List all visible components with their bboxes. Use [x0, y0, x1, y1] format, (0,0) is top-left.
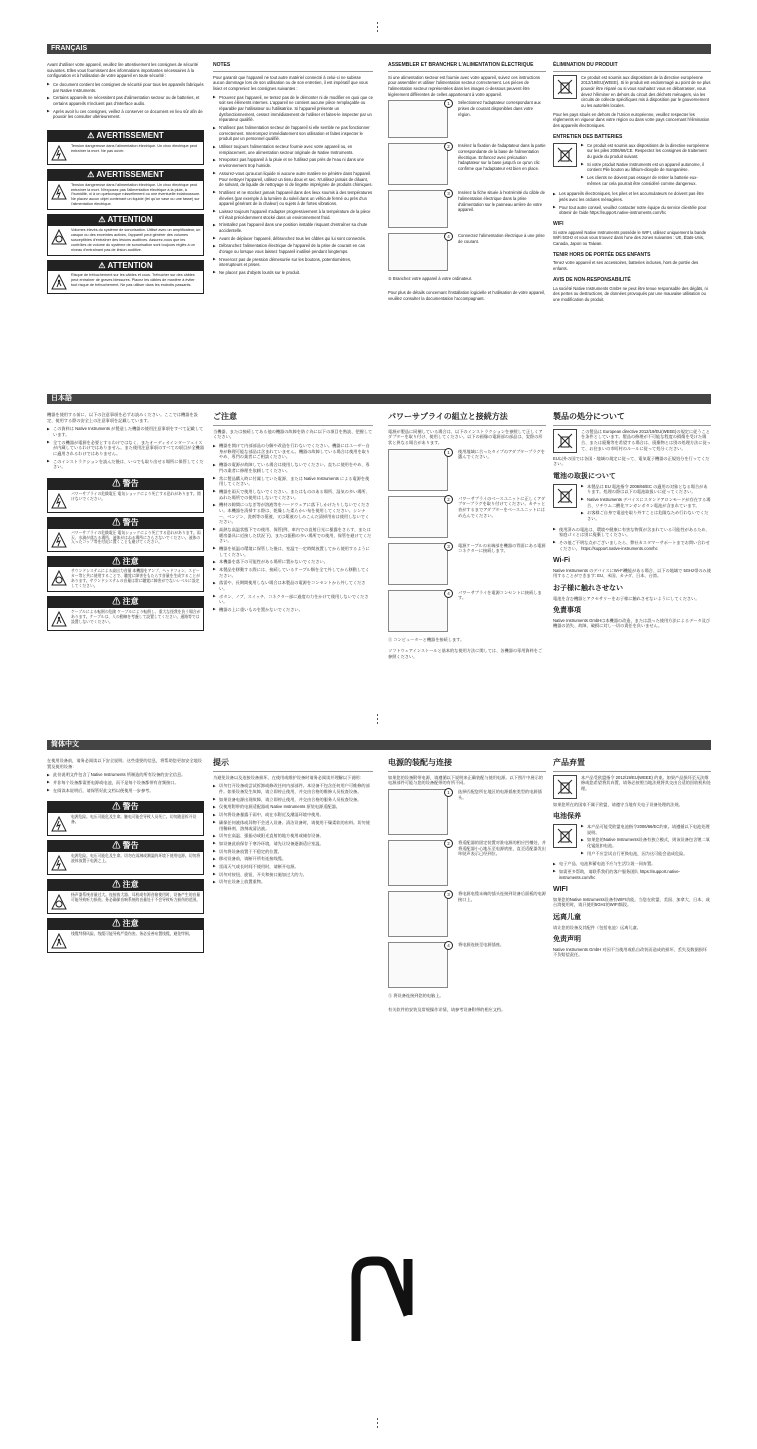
ja-bullet: ▶ この資料は Native Instruments が製造した機器の使用注意事項をすべて記載しています。 — [53, 426, 204, 437]
adapter-illustration: 2 — [388, 496, 448, 538]
zh-battery-note: ▶ 如需更多帮助，请联系我们的客户服务团队 https://support.native-instruments.com/hc — [559, 869, 711, 880]
zh-kids-text: 请让您的设备及其配件（包括电池）远离儿童。 — [553, 924, 641, 930]
fr-note: ▶ Débranchez l'alimentation électrique de l'appareil de la prise de courant en cas d'orage ou lorsque vous laissez l'appareil inutilisé pendant longtemps. — [219, 243, 373, 254]
ja-warning-title: ⚠ 警告 — [48, 479, 203, 490]
ja-note: ▶ ボタン、ノブ、スイッチ、コネクター部に過度の力をかけて使用しないでください。 — [219, 594, 373, 605]
zh-disposal-text-2: 如果您所在的国家不属于欧盟，请遵守当地有关电子设备处理的法规。 — [553, 801, 683, 807]
zh-liability-heading: 免责声明 — [553, 936, 581, 944]
section-chinese — [47, 740, 711, 1068]
zh-psu-heading: 电源的装配与连接 — [388, 758, 546, 772]
zh-disposal-heading: 产品弃置 — [553, 758, 711, 772]
shock-icon — [50, 815, 68, 833]
battery-bin-crossed-icon — [553, 824, 577, 848]
crop-mark-top — [377, 22, 379, 32]
fr-warning-title: ⚠ AVERTISSEMENT — [48, 170, 203, 181]
fr-warning-title: ⚠ AVERTISSEMENT — [48, 131, 203, 142]
zh-note: ▶ 切勿在高温、强振动或阳光直射的地方使用或储存设备。 — [219, 833, 373, 839]
fr-notes-heading: NOTES — [213, 62, 373, 72]
ja-step: 1 使用地域に合ったタイプのアダプタープラグを選んでください。 — [388, 449, 546, 491]
section-bar-japanese: 日本語 — [47, 394, 711, 404]
ja-step: 2 パワーサプライのベースユニットに正しくアダプタープラグを取り付けてください。カチッと音がするまでアダプターをベースユニットにはめ込んでください。 — [388, 496, 546, 538]
fr-bullet: ▶ Après avoir lu ces consignes, veillez à conserver ce document en lieu sûr afin de pouvoir les consulter ultérieurement. — [53, 109, 204, 120]
native-instruments-logo — [350, 1255, 420, 1345]
shock-icon — [50, 492, 68, 510]
ja-note: ▶ 落雷や、長期間使用しない場合は本製品の電源をコンセントから外してください。 — [219, 580, 373, 591]
zh-wifi-text: 如果您的Native Instruments设备有WIFI功能，当您在欧盟、美国、加拿大、日本、或台湾使用时，请只使用5GHz的WIFI频段。 — [553, 896, 710, 908]
ja-caution-box: ⚠ 注意 サウンドシステムによる高出力音量 本機器をアンプ、ヘッドフォン、スピーカー等と共に使用することで、聴覚に障害をもたらす音量を生成することがあります。サウンドシステムの音量は常に聴覚に障害がでないレベルに設定してください。 — [47, 556, 204, 592]
zh-caution-box: ⚠ 注意 线缆绊倒风险。线缆可能导致严重伤害。务必妥善布置线缆，避免绊倒。 — [47, 918, 204, 953]
fr-kids-text: Tenez votre appareil et ses accessoires, batteries incluses, hors de portée des enfants. — [553, 260, 699, 272]
ja-liability-heading: 免責事項 — [553, 607, 581, 615]
fr-battery-heading: ENTRETIEN DES BATTERIES — [553, 133, 623, 140]
ja-kids-text: 電池を含む機器とアクセサリーをお子様に触れさせないようにしてください。 — [553, 595, 700, 601]
ja-note: ▶ 機器を開けて内部部品の分解や改造を行わないでください。機器にはユーザー自身が修理可能な部品は含まれていません。機器の故障している場合は使用を取りやめ、専門の業者にご相談ください。 — [219, 443, 373, 460]
fr-note: ▶ Avant de déplacer l'appareil, débranchez tous les câbles qui lui sont connectés. — [219, 236, 373, 242]
fr-note: ▶ Assurez-vous qu'aucun liquide ni aucune autre matière ne pénètre dans l'appareil. Pour nettoyer l'appareil, utilisez un tissu doux et sec. N'utilisez jamais de diluant, de solvant, de liquide de nettoyage ni de lingette imprégnée de produits chimiques. — [219, 171, 373, 188]
zh-wifi-heading: WIFI — [553, 886, 568, 894]
zh-warning-box: ⚠ 警告 电源危险。电压可能危及生命。切勿在雨淋或潮湿的环境下使用电源。切勿将液体放置于电源之上。 — [47, 840, 204, 875]
fr-disposal-text: Ce produit est soumis aux dispositions de la directive européenne 2012/19/EU(WEEE). Si le produit est endommagé au point de ne plus pouvoir être réparé ou si vous souhaitez vous en débarrasser, vous devez l'éliminer en dehors du circuit des déchets ménagers, via les circuits de collecte spécifiques mis à disposition par le gouvernement ou les autorités locales. — [581, 74, 711, 109]
zh-caution-box: ⚠ 注意 扬声器系统音量过大。连接放大器、耳机或有源音箱使用时，设备产生的音量可能导致听力损伤。务必确保音响系统的音量处于不会导致听力损伤的范围。 — [47, 879, 204, 914]
zh-note: ▶ 切勿打开设备或尝试拆卸或修改任何内部部件。本设备不包含任何用户可维修的部件。如果设备发生故障，请立即停止使用，并交由合格的维修人员检查设备。 — [219, 783, 373, 794]
section-bar-chinese: 简体中文 — [47, 740, 711, 750]
ja-note: ▶ 本機器を落下の可能性がある場所に置かないでください。 — [219, 559, 373, 565]
zh-liability-text: Native Instruments GmbH 对因不当使用或私自改装而造成的损坏、丢失及数据损坏不负赔偿责任。 — [553, 946, 708, 958]
fr-battery-note: ▶ Pour tout autre conseil, veuillez contacter notre équipe du service clientèle pour obtenir de l'aide https://support.native-instruments.com/hc — [559, 205, 711, 216]
ja-note: ▶ 本製品を移動する際には、接続しているケーブル類を全て外してから移動してください。 — [219, 567, 373, 578]
adapter-illustration: 2 — [388, 143, 448, 185]
fr-psu-column — [388, 62, 546, 304]
fr-intro: Avant d'utiliser votre appareil, veuillez lire attentivement les consignes de sécurité suivantes. Elles vous fournissent des informations importantes nécessaires à la configuration et à l'utilisation de votre appareil en toute sécurité : — [47, 62, 199, 79]
fr-warning-text: Tension dangereuse dans l'alimentation électrique. Un choc électrique peut entraîner la mort. Ne pas ouvrir. — [71, 143, 198, 153]
hearing-icon — [50, 228, 68, 246]
ja-disposal-column: 製品の処分について この製品は European directive 2012/19/EU(WEEE)の規定に従うことを条件としています。製品の修理が不可能な程度の損傷を受けた場合、または廃棄等を希望する場合は、廃棄物とは別の処理方法に従って、お住まいの市町村のルールに従って処分ください。 EU以外の国では各国・地域の規定に従って、電気電子機器の正規処分を行ってください。 電池の取扱について ▶ 本製品は EU 電池指令 2006/66/EC の適用の対象となる場合があります。処理の際は以下の電池取扱いに従ってください。 ▶ Native Instruments デバイスにスタンドアロンモードが存在する場合、リチウム二酸化マンガンボタン電池が含まれています。 ▶ お客様ご自身で電池を取り外すことは危険なため行わないでください。 ▶ 使用済みの電池は、環境や健康に有害な物質が含まれている可能性があるため、家庭ゴミとは別に廃棄してください。 ▶ その他ご不明な点がございましたら、弊社カスタマーサポートまでお問い合わせください。 https://support.native-instruments.com/hc Wi-Fi Native Instruments のデバイスにWi-Fi機能がある場合、以下の地域で 5GHz帯のみ使用することができます: EU、米国、カナダ、日本、台湾。 お子様に触れさせない 電池を含む機器とアクセサリーをお子様に触れさせないようにしてください。 免責事項 Native Instruments GmbHは本機器の改造、または誤った使用方法によるデータ及び機器の消失、故障、破損に対し一切の責任を負いません。 — [553, 412, 711, 632]
zh-caution-title: ⚠ 注意 — [48, 919, 203, 930]
section-japanese — [47, 394, 711, 682]
ja-note: ▶ 機器を雨天で使用しないでください。またはもののある場所、湿気の多い場所、ぬれた場所での使用はしないでください。 — [219, 489, 373, 500]
ja-warning-title: ⚠ 警告 — [48, 518, 203, 529]
zh-psu-column — [388, 758, 546, 1015]
fr-psu-intro: Si une alimentation secteur est fournie avec votre appareil, suivez ces instructions pour assembler et utiliser l'alimentation secteur correctement. Les pièces de l'alimentation secteur représentées dans les images ci-dessous peuvent être légèrement différentes de celles appartenant à votre appareil. — [388, 74, 540, 97]
zh-bullet: ▶ 此份说明文件包含了Native Instruments 所制造的所有设备的安全信息。 — [53, 772, 204, 778]
ja-intro: 機器を使用する前に、以下の注意事項を必ずお読みください。ここでは機器を設定、使用する際の安全上の注意事項を記載しています。 — [47, 412, 198, 423]
fr-wifi-text: Si votre appareil Native Instruments possède le WIFI, utilisez uniquement la bande WiFi 5GHz et vous vous trouvez dans l'une des zones suivantes : UE, États-Unis, Canada, Japon ou Taiwan. — [553, 229, 707, 247]
ja-battery-note: ▶ 使用済みの電池は、環境や健康に有害な物質が含まれている可能性があるため、家庭ゴミとは別に廃棄してください。 — [559, 527, 711, 538]
ja-notes-intro: 当機器、または接続してある他の機器の故障を防ぐ為に以下の項目を熟読、把握してください。 — [213, 428, 373, 440]
ja-step: 4 パワーサプライを電源コンセントに接続します。 — [388, 590, 546, 632]
ja-step-5: ⑤ コンピューターと機器を接続します。 — [388, 636, 465, 642]
zh-notes-intro: 为避免设备以及连接设备损坏，在使用或维护设备时请务必阅读并理解以下说明： — [213, 774, 364, 780]
ja-disposal-heading: 製品の処分について — [553, 412, 711, 426]
fr-psu-heading: ASSEMBLER ET BRANCHER L'ALIMENTATION ÉLECTRIQUE — [388, 62, 546, 72]
fr-note: ▶ N'exercez pas de pression démesurée sur les boutons, potentiomètres, interrupteurs et prises. — [219, 257, 373, 268]
fr-disposal-heading: ÉLIMINATION DU PRODUIT — [553, 62, 711, 72]
zh-step-5: ⑤ 将设备连接到您的电脑上。 — [388, 993, 444, 999]
ja-note: ▶ 機器の上に重いものを置かないでください。 — [219, 607, 373, 613]
zh-note: ▶ 确保任何液体或异物不会进入设备。清洁设备时，请使用干燥柔软的布料。切勿使用稀释剂、溶剂或清洁液。 — [219, 820, 373, 831]
wheelie-bin-crossed-icon — [553, 75, 577, 99]
zh-step: 2 将适配器的固定装置对准电源的相应凹槽处，并将适配器小心地压至电源底座，直至适配器发出咔哒声表示已经到位。 — [388, 840, 546, 886]
crop-mark-bottom — [377, 1418, 379, 1428]
fr-note: ▶ N'utilisez et ne stockez jamais l'appareil dans des lieux soumis à des températures élevées (par exemple à la lumière du soleil dans un véhicule fermé ou près d'un appareil générant de la chaleur) ou sujets à de fortes vibrations. — [219, 190, 373, 207]
adapter-illustration: 1 — [388, 449, 448, 491]
ja-notes-column — [213, 412, 373, 615]
zh-warning-title: ⚠ 警告 — [48, 802, 203, 813]
fr-bullet: ▶ Certains appareils ne nécessitent pas d'alimentation secteur ou de batteries, et certains appareils n'incluent pas d'interface audio. — [53, 95, 204, 106]
zh-note: ▶ 切勿将设备暴露于雨中，或在水附近及潮湿环境中使用。 — [219, 812, 373, 818]
zh-note: ▶ 如果设备电源出现故障，请立即停止使用，并交由合格的服务人员检查设备。 — [219, 797, 373, 803]
fr-step-5: ⑤ Branchez votre appareil à votre ordinateur. — [388, 276, 473, 282]
fr-disposal-column: ÉLIMINATION DU PRODUIT Ce produit est soumis aux dispositions de la directive européenne 2012/19/EU(WEEE). Si le produit est endommagé au point de ne plus pouvoir être réparé ou si vous souhaitez vous en débarrasser, vous devez l'éliminer en dehors du circuit des déchets ménagers, via les circuits de collecte spécifiques mis à disposition par le gouvernement ou les autorités locales. Pour les pays situés en dehors de l'Union européenne, veuillez respecter les règlements en vigueur dans votre région ou dans votre pays concernant l'élimination des appareils électroniques. ENTRETIEN DES BATTERIES ▶ Ce produit est soumis aux dispositions de la directive européenne sur les piles 2006/66/CE. Respectez les consignes de traitement du guide du produit suivant. ▶ Si votre produit Native Instruments est un appareil autonome, il contient Pile bouton au lithium-dioxyde de manganèse. ▶ Les clients ne doivent pas essayer de retirer la batterie eux-mêmes car cela pourrait être considéré comme dangereux. ▶ Les appareils électroniques, les piles et les accumulateurs ne doivent pas être jetés avec les ordures ménagères. ▶ Pour tout autre conseil, veuillez contacter notre équipe du service clientèle pour obtenir de l'aide https://support.native-instruments.com/hc WIFI Si votre appareil Native Instruments possède le WIFI, utilisez uniquement la bande WiFi 5GHz et vous vous trouvez dans l'une des zones suivantes : UE, États-Unis, Canada, Japon ou Taiwan. TENIR HORS DE PORTÉE DES ENFANTS Tenez votre appareil et ses accessoires, batteries incluses, hors de portée des enfants. AVIS DE NON-RESPONSABILITÉ La société Native Instruments GmbH ne peut être tenue responsable des dégâts, ni des pertes ou destructions, de données provoqués par une mauvaise utilisation ou une modification du produit. — [553, 62, 711, 306]
fr-intro-column — [47, 62, 204, 298]
zh-note: ▶ 雷雨天气或长时间不使用时，请断开电源。 — [219, 864, 373, 870]
zh-caution-title: ⚠ 注意 — [48, 880, 203, 891]
fr-note: ▶ Utilisez toujours l'alimentation secteur fournie avec votre appareil ou, en remplacement, une alimentation secteur originale de Native Instruments. — [219, 144, 373, 155]
zh-psu-outro: 有关软件的安装及常规操作详情，请参考设备附带的相应文档。 — [388, 1006, 506, 1012]
outlet-illustration: 4 — [388, 942, 448, 988]
adapter-illustration: 2 — [388, 840, 448, 886]
fr-liability-text: La société Native Instruments GmbH ne peut être tenue responsable des dégâts, ni des pertes ou destructions, de données provoqués par une mauvaise utilisation ou une modification du produit. — [553, 285, 708, 302]
ja-psu-intro: 電源が製品に同梱している場合は、以下のインストラクションを参照して正しくアダプターを取り付け、使用してください。以下の画像の電源部の部品は、実際の形状と異なる場合があります。 — [388, 428, 543, 446]
zh-warning-title: ⚠ 警告 — [48, 841, 203, 852]
shock-icon — [50, 854, 68, 872]
ja-psu-column — [388, 412, 546, 663]
ja-note: ▶ 機器を低温の環境に保管した後は、室温で一定時間放置してから使用するようにしてください。 — [219, 546, 373, 557]
ja-note: ▶ 機材の隙間につなぎ等が溶液等をハードウェアに落下しかけたりしないでください。本機器を清掃する際は、乾燥した柔らかい布を使用してください。シンナー、ベンジン、洗剤等の薬液、又は薬液のしみこんだ清掃用布は使用しないでください。 — [219, 502, 373, 525]
shock-icon — [50, 144, 68, 162]
zh-battery-note: ▶ 电子产品、电池和蓄电池不应与生活垃圾一同弃置。 — [559, 861, 711, 867]
trip-icon — [50, 610, 68, 628]
ja-kids-heading: お子様に触れさせない — [553, 585, 623, 593]
device-illustration: 3 — [388, 543, 448, 585]
fr-bullet: ▶ Ce document contient les consignes de sécurité pour tous les appareils fabriqués par Native Instruments. — [53, 82, 204, 93]
ja-warning-box: ⚠ 警告 パワーサプライの危険電圧 電気ショックにより死亡する恐れがあります。雨天、水滴が落ちる場所、液体がはねる場所にさらさないでください。液体の入ったコップ等を付近に置くことも避けてください。 — [47, 517, 204, 552]
ja-psu-outro: ソフトウェアインストールと基本的な使用方法に関しては、各機器の専用資料をご参照ください。 — [388, 648, 543, 660]
fr-step: 2 Insérez la fixation de l'adaptateur dans la partie correspondante de la base de l'alimentation électrique. Enfoncez avec précaution l'adaptateur sur la base jusqu'à ce qu'un clic confirme que l'adaptateur est bien en place. — [388, 143, 546, 185]
fr-caution-title: ⚠ ATTENTION — [48, 215, 203, 226]
ja-battery-heading: 電池の取扱について — [553, 473, 616, 481]
fr-caution-text: Risque de trébuchement sur les câbles et cous. Trébucher sur des câbles peut entraîner de graves blessures. Placez les câbles de manière à éviter tout risque de trébuchement. Ne pas utiliser dans les endroits passants. — [71, 273, 195, 288]
zh-warning-box: ⚠ 警告 电源危险。电压可能危及生命。触电可能会导致人员死亡。切勿随意拆开设备。 — [47, 801, 204, 836]
zh-note: ▶ 如设备此前保存于寒冷环境，请先让设备逐渐适应室温。 — [219, 841, 373, 847]
fr-warning-text: Tension dangereuse dans l'alimentation électrique. Un choc électrique peut entraîner la mort. N'exposez pas l'alimentation électrique à la pluie, à l'humidité, ni à un quelconque ruissellement ou une éventuelle éclaboussure. Ne placez aucun objet contenant un liquide (tel qu'un vase ou une tasse) sur l'alimentation électrique. — [71, 182, 201, 207]
fr-note: ▶ N'installez pas l'appareil dans une position instable risquant d'entraîner sa chute accidentelle. — [219, 222, 373, 233]
zh-step: 3 将电源电缆末端的插头连接到设备后面板的电源接口上。 — [388, 891, 546, 937]
zh-note: ▶ 切勿对按钮、旋钮、开关和接口施加过大的力。 — [219, 872, 373, 878]
ja-note: ▶ 機器の電源が故障している場合は使用しないでください。直ちに使用をやめ、専門の業者に修理を依頼してください。 — [219, 462, 373, 473]
device-illustration: 3 — [388, 891, 448, 937]
fr-wifi-heading: WIFI — [553, 220, 564, 227]
hearing-icon — [50, 893, 68, 911]
fr-caution-box — [47, 260, 204, 295]
ja-notes-heading: ご注意 — [213, 412, 373, 426]
zh-note: ▶ 移动设备前，请断开所有连接线缆。 — [219, 856, 373, 862]
fr-note: ▶ N'exposez pas l'appareil à la pluie et ne l'utilisez pas près de l'eau ni dans une environnement trop humide. — [219, 157, 373, 168]
adapter-illustration: 1 — [388, 100, 448, 138]
ja-disposal-text-2: EU以外の国では各国・地域の規定に従って、電気電子機器の正規処分を行ってください。 — [553, 455, 710, 467]
wheelie-bin-crossed-icon — [553, 429, 577, 453]
trip-icon — [50, 273, 68, 291]
zh-notes-heading: 提示 — [213, 758, 373, 772]
outlet-illustration: 4 — [388, 590, 448, 632]
fr-step: 1 Sélectionnez l'adaptateur correspondant aux prises de courant disponibles dans votre région. — [388, 100, 546, 138]
device-illustration: 3 — [388, 190, 448, 228]
fr-kids-heading: TENIR HORS DE PORTÉE DES ENFANTS — [553, 251, 651, 258]
fr-note: ▶ Prouvrez pas l'appareil, ne tentez pas de le démonter ni de modifier en quoi que ce soit ses éléments internes. L'appareil ne contient aucune pièce remplaçable ou réparable par l'utilisateur ou l'utilisatrice. Si l'appareil présente un dysfonctionnement, cessez immédiatement de l'utiliser et faites-le inspecter par un réparateur qualifié. — [219, 95, 373, 123]
outlet-illustration: 4 — [388, 233, 448, 271]
ja-psu-heading: パワーサプライの組立と接続方法 — [388, 412, 546, 426]
hearing-icon — [50, 569, 68, 587]
ja-warning-box: ⚠ 警告 パワーサプライの危険電圧 電気ショックにより死亡する恐れがあります。開けないでください。 — [47, 478, 204, 513]
zh-step: 4 将电源连接至电源插座。 — [388, 942, 546, 988]
fr-step: 3 Insérez la fiche située à l'extrémité du câble de l'alimentation électrique dans la prise d'alimentation sur le panneau arrière de votre appareil. — [388, 190, 546, 228]
fr-disposal-text-2: Pour les pays situés en dehors de l'Union européenne, veuillez respecter les règlements en vigueur dans votre région ou dans votre pays concernant l'élimination des appareils électroniques. — [553, 111, 710, 129]
zh-note: ▶ 切勿在设备上放置重物。 — [219, 879, 373, 885]
ja-intro-column — [47, 412, 204, 635]
adapter-illustration: 1 — [388, 789, 448, 835]
trip-icon — [50, 932, 68, 950]
zh-psu-intro: 如果您的设备附带电源，请遵循以下说明来正确装配与使用电源。以下图片中展示的电源部件可能与您的设备配带的有所不同。 — [388, 774, 543, 786]
zh-notes-column — [213, 758, 373, 887]
zh-bullet: ▶ 并非每个设备都需要电源或电池，而不是每个设备都带有音频接口。 — [53, 780, 204, 786]
ja-note: ▶ 高熱な高温状態下での使用、保管(例、車内での直射日光に暴露をさらす、または暖房器具に近接した状況下)、または振動の多い場所での使用、保管を避けてください。 — [219, 527, 373, 544]
fr-psu-outro: Pour plus de détails concernant l'installation logicielle et l'utilisation de votre appareil, veuillez consulter la documentation l'accompagnant. — [388, 290, 546, 301]
fr-note: ▶ Ne placez pas d'objets lourds sur le produit. — [219, 270, 373, 276]
zh-note: ▶ 切勿将设备放置于不稳定的位置。 — [219, 849, 373, 855]
zh-bullet: ▶ 在阅读本说明后，请保管好此文档以便使用一步参考。 — [53, 788, 204, 794]
fr-warning-box — [47, 130, 204, 165]
ja-battery-note: ▶ その他ご不明な点がございましたら、弊社カスタマーサポートまでお問い合わせください。 https://support.native-instruments.com/hc — [559, 540, 711, 551]
ja-caution-title: ⚠ 注意 — [48, 557, 203, 568]
zh-disposal-column: 产品弃置 本产品受欧盟指令 2012/19/EU(WEEE) 约束。如果产品损坏至无法维修或您希望将其弃置，请务必按照当地法规将其交由合适的回收机构处理。 如果您所在的国家不属于欧盟，请遵守当地有关电子设备处理的法规。 电池保养 ▶ 本产品可能受欧盟电池指令2006/66/EC约束。请遵循以下电池处理说明。 ▶ 如果您的Native Instruments设备有独立模式，则该设备包含锂二氧化锰纽扣电池。 ▶ 用户不应尝试自行更换电池，因为这可能会造成危险。 ▶ 电子产品、电池和蓄电池不应与生活垃圾一同弃置。 ▶ 如需更多帮助，请联系我们的客户服务团队 https://support.native-instruments.com/hc WIFI 如果您的Native Instruments设备有WIFI功能，当您在欧盟、美国、加拿大、日本、或台湾使用时，请只使用5GHz的WIFI频段。 远离儿童 请让您的设备及其配件（包括电池）远离儿童。 免责声明 Native Instruments GmbH 对因不当使用或私自改装而造成的损坏、丢失及数据损坏不负赔偿责任。 — [553, 758, 711, 961]
fr-step: 4 Connectez l'alimentation électrique à une prise de courant. — [388, 233, 546, 271]
fr-liability-heading: AVIS DE NON-RESPONSABILITÉ — [553, 276, 631, 283]
fr-notes-column — [213, 62, 373, 278]
ja-wifi-text: Native Instruments のデバイスにWi-Fi機能がある場合、以下の地域で 5GHz帯のみ使用することができます: EU、米国、カナダ、日本、台湾。 — [553, 567, 711, 579]
section-french — [47, 44, 711, 382]
shock-icon — [50, 183, 68, 201]
fr-caution-text: Volumes élevés du système de sonorisation. Utilisé avec un amplificateur, un casque ou des enceintes actives, l'appareil peut générer des volumes susceptibles d'entraîner des lésions auditives. Assurez-vous que les contrôles de volume du système de sonorisation sont toujours réglés à un niveau d'entraînant pas de lésion auditive. — [71, 228, 201, 252]
ja-caution-title: ⚠ 注意 — [48, 597, 203, 608]
ja-liability-text: Native Instruments GmbHは本機器の改造、または誤った使用方法によるデータ及び機器の消失、故障、破損に対し一切の責任を負いません。 — [553, 617, 711, 629]
fr-note: ▶ N'utilisez pas l'alimentation secteur de l'appareil si elle semble ne pas fonctionner correctement. Interrompez immédiatement son utilisation et faites inspecter le produit par un personnel qualifié. — [219, 125, 373, 142]
zh-battery-heading: 电池保养 — [553, 813, 581, 821]
ja-note: ▶ 常に製品購入時に付属していた電源、または Native Instruments による電源を使用してください。 — [219, 476, 373, 487]
fr-notes-intro: Pour garantir que l'appareil ne tout autre matériel connecté à celui-ci ne subisse aucun dommage lors de son utilisation ou de son entretien, il est impératif que vous lisiez et compreniez les consignes suivantes : — [213, 74, 368, 92]
ja-bullet: ▶ 全ての機器が電源を必要とするわけではなく、またオーディオインターフェイスが内蔵しているわけではありません。また使用注意事項のすべての項目が全機器に適用されるわけではありません。 — [53, 440, 204, 457]
ja-bullet: ▶ このインストラクションを読んだ後は、いつでも取り出せる場所に保管してください。 — [53, 459, 204, 470]
zh-kids-heading: 远离儿童 — [553, 914, 581, 922]
fr-caution-box — [47, 214, 204, 255]
zh-intro-column — [47, 758, 204, 957]
fr-note: ▶ Laissez toujours l'appareil s'adapter progressivement à la température de la pièce s'il était précédemment stocké dans un environnement froid. — [219, 209, 373, 220]
ja-caution-box: ⚠ 注意 ケーブルによる転倒の危険 ケーブルにより転倒し、重大な怪我を負う場合があります。ケーブルは、人の動線を考慮して設置してください。通路等では設置しないでください。 — [47, 596, 204, 631]
battery-bin-crossed-icon — [553, 484, 577, 508]
fr-caution-title: ⚠ ATTENTION — [48, 261, 203, 272]
fr-battery-note: ▶ Les appareils électroniques, les piles et les accumulateurs ne doivent pas être jetés avec les ordures ménagères. — [559, 191, 711, 202]
ja-wifi-heading: Wi-Fi — [553, 557, 571, 565]
fr-warning-box — [47, 169, 204, 210]
zh-intro: 在使用设备前，请务必阅读以下安全说明。这些重要的信息，将帮助您更加安全地设置及使用设备： — [47, 758, 202, 769]
ja-step: 3 電源ケーブルの末端部を機器の背面にある電源コネクターに接続します。 — [388, 543, 546, 585]
zh-note: ▶ 仅使用附带的电源适配器或 Native Instruments 原装电源适配器。 — [219, 804, 373, 810]
shock-icon — [50, 531, 68, 549]
section-bar-french: FRANÇAIS — [47, 44, 711, 54]
battery-bin-crossed-icon — [553, 143, 577, 167]
wheelie-bin-crossed-icon — [553, 775, 577, 799]
zh-step: 1 选择匹配您所在地区的电源插座类型的电源插头。 — [388, 789, 546, 835]
crop-mark-middle — [377, 714, 379, 724]
